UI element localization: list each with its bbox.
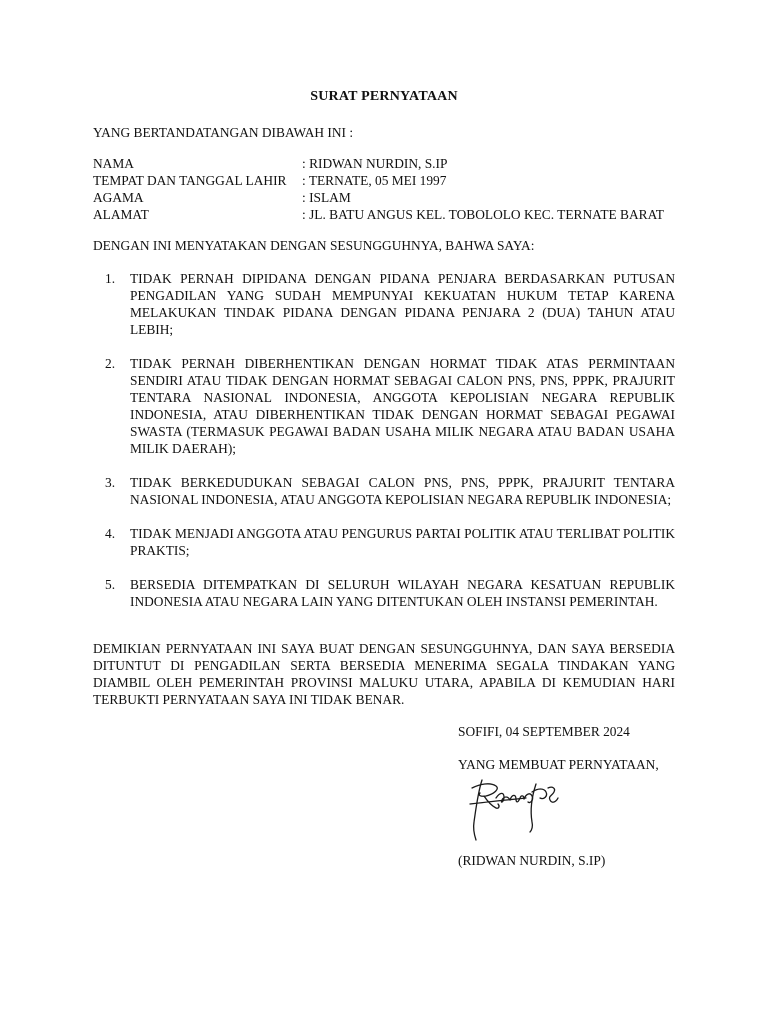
list-item-text: BERSEDIA DITEMPATKAN DI SELURUH WILAYAH NEGARA KESATUAN REPUBLIK INDONESIA ATAU NEGARA LAIN YANG DITENTUKAN OLEH INSTANSI PEMERINTAH. bbox=[130, 577, 675, 609]
list-item bbox=[93, 576, 675, 610]
identity-label: ALAMAT bbox=[93, 207, 149, 222]
identity-block bbox=[93, 155, 693, 223]
identity-row-name bbox=[93, 155, 693, 172]
statement-list bbox=[93, 270, 675, 627]
list-item-number: 3. bbox=[105, 475, 116, 490]
declaration-text: DENGAN INI MENYATAKAN DENGAN SESUNGGUHNYA, BAHWA SAYA: bbox=[93, 238, 535, 253]
list-item bbox=[93, 355, 675, 457]
identity-value: : ISLAM bbox=[302, 190, 351, 205]
list-item bbox=[93, 270, 675, 338]
identity-row-birth bbox=[93, 172, 693, 189]
signature-icon bbox=[466, 774, 562, 846]
signer-name: (RIDWAN NURDIN, S.IP) bbox=[458, 853, 606, 868]
identity-value: : JL. BATU ANGUS KEL. TOBOLOLO KEC. TERNATE BARAT bbox=[302, 207, 664, 222]
list-item bbox=[93, 525, 675, 559]
list-item-text: TIDAK BERKEDUDUKAN SEBAGAI CALON PNS, PNS, PPPK, PRAJURIT TENTARA NASIONAL INDONESIA, ATAU ANGGOTA KEPOLISIAN NEGARA REPUBLIK INDONESIA; bbox=[130, 475, 675, 507]
maker-label: YANG MEMBUAT PERNYATAAN, bbox=[458, 757, 659, 772]
identity-row-religion bbox=[93, 189, 693, 206]
list-item-number: 1. bbox=[105, 271, 116, 286]
intro-text: YANG BERTANDATANGAN DIBAWAH INI : bbox=[93, 125, 354, 140]
identity-label: TEMPAT DAN TANGGAL LAHIR bbox=[93, 173, 287, 188]
document-title: SURAT PERNYATAAN bbox=[310, 89, 458, 104]
list-item-text: TIDAK PERNAH DIBERHENTIKAN DENGAN HORMAT TIDAK ATAS PERMINTAAN SENDIRI ATAU TIDAK DENGAN HORMAT SEBAGAI CALON PNS, PNS, PPPK, PRAJURIT TENTARA NASIONAL INDONESIA, ANGGOTA KEPOLISIAN NEGARA REPUBLIK INDONESIA, ATAU DIBERHENTIKAN TIDAK DENGAN HORMAT SEBAGAI PEGAWAI SWASTA (TERMASUK PEGAWAI BADAN USAHA MILIK NEGARA ATAU BADAN USAHA MILIK DAERAH); bbox=[130, 356, 675, 456]
list-item-text: TIDAK PERNAH DIPIDANA DENGAN PIDANA PENJARA BERDASARKAN PUTUSAN PENGADILAN YANG SUDAH MEMPUNYAI KEKUATAN HUKUM TETAP KARENA MELAKUKAN TINDAK PIDANA DENGAN PIDANA PENJARA 2 (DUA) TAHUN ATAU LEBIH; bbox=[130, 271, 675, 337]
place-date: SOFIFI, 04 SEPTEMBER 2024 bbox=[458, 724, 630, 739]
identity-label: AGAMA bbox=[93, 190, 144, 205]
list-item-number: 5. bbox=[105, 577, 116, 592]
list-item-text: TIDAK MENJADI ANGGOTA ATAU PENGURUS PARTAI POLITIK ATAU TERLIBAT POLITIK PRAKTIS; bbox=[130, 526, 675, 558]
identity-value: : RIDWAN NURDIN, S.IP bbox=[302, 156, 448, 171]
list-item bbox=[93, 474, 675, 508]
identity-value: : TERNATE, 05 MEI 1997 bbox=[302, 173, 447, 188]
list-item-number: 4. bbox=[105, 526, 116, 541]
identity-label: NAMA bbox=[93, 156, 134, 171]
list-item-number: 2. bbox=[105, 356, 116, 371]
identity-row-address bbox=[93, 206, 693, 223]
closing-paragraph: DEMIKIAN PERNYATAAN INI SAYA BUAT DENGAN SESUNGGUHNYA, DAN SAYA BERSEDIA DITUNTUT DI PENGADILAN SERTA BERSEDIA MENERIMA SEGALA TINDAKAN YANG DIAMBIL OLEH PEMERINTAH PROVINSI MALUKU UTARA, APABILA DI KEMUDIAN HARI TERBUKTI PERNYATAAN SAYA INI TIDAK BENAR. bbox=[93, 641, 675, 707]
